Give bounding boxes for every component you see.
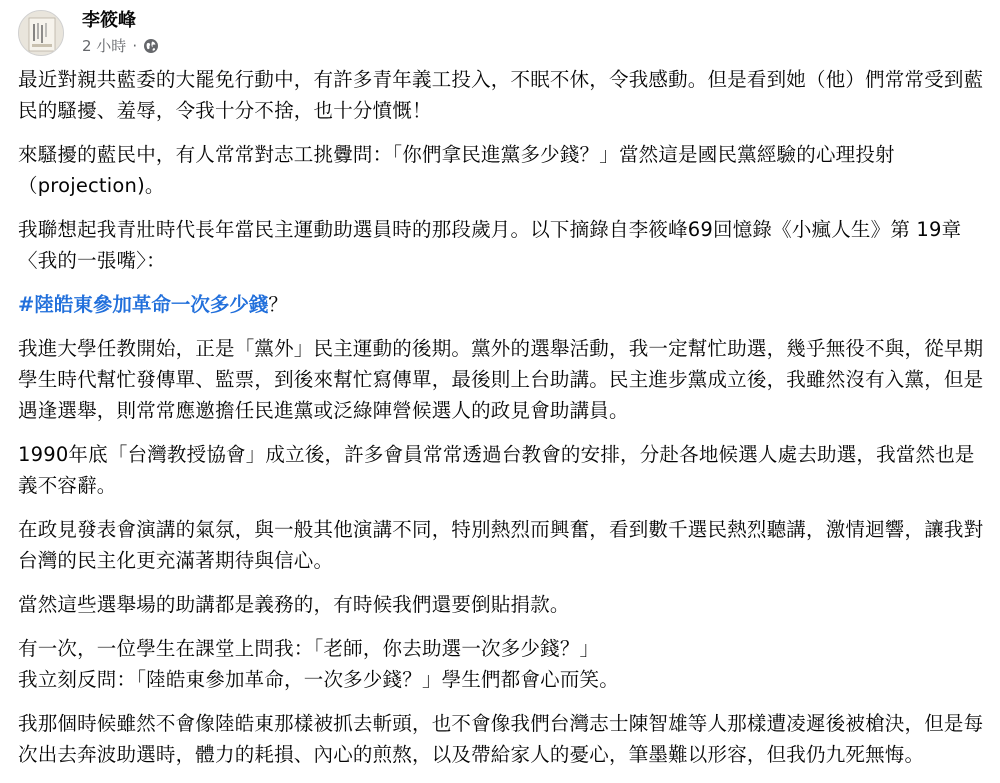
post-paragraph: 來騷擾的藍民中，有人常常對志工挑釁問：「你們拿民進黨多少錢？」當然這是國民黨經驗的心理投射（projection)。 [18,143,895,197]
post-paragraph: 有一次，一位學生在課堂上問我：「老師，你去助選一次多少錢？」 我立刻反問：「陸皓東參加革命，一次多少錢？」學生們都會心而笑。 [18,637,619,691]
hashtag-link[interactable]: #陸皓東參加革命一次多少錢 [18,293,269,316]
post-timestamp[interactable]: 2 小時 [82,37,127,55]
post-paragraph: 我聯想起我青壯時代長年當民主運動助選員時的那段歲月。以下摘錄自李筱峰69回憶錄《小瘋人生》第 19章〈我的一張嘴〉： [18,218,962,272]
hashtag-suffix: ？ [268,293,288,316]
post-paragraph: 當然這些選舉場的助講都是義務的，有時候我們還要倒貼捐款。 [18,593,570,616]
post-body [18,64,984,783]
post-paragraph: 我進大學任教開始，正是「黨外」民主運動的後期。黨外的選舉活動，我一定幫忙助選，幾乎無役不與，從早期學生時代幫忙發傳單、監票，到後來幫忙寫傳單，最後則上台助講。民主進步黨成立後，我雖然沒有入黨，但是遇逢選舉，則常常應邀擔任民進黨或泛綠陣營候選人的政見會助講員。 [18,337,984,422]
author-name[interactable]: 李筱峰 [82,10,136,31]
meta-separator: · [132,37,138,55]
author-block [82,9,159,57]
post-paragraph: 最近對親共藍委的大罷免行動中，有許多青年義工投入，不眠不休，令我感動。但是看到她（他）們常常受到藍民的騷擾、羞辱，令我十分不捨，也十分憤慨！ [18,68,984,122]
book-cover-icon [19,11,64,56]
hashtag-line [18,289,984,320]
post-paragraph: 在政見發表會演講的氣氛，與一般其他演講不同，特別熱烈而興奮，看到數千選民熱烈聽講，激情迴響，讓我對台灣的民主化更充滿著期待與信心。 [18,518,984,572]
post-paragraph: 我那個時候雖然不會像陸皓東那樣被抓去斬頭，也不會像我們台灣志士陳智雄等人那樣遭凌遲後被槍決，但是每次出去奔波助選時，體力的耗損、內心的煎熬，以及帶給家人的憂心，筆墨難以形容，但我仍九死無悔。 [18,712,984,766]
avatar[interactable] [18,10,64,56]
post-paragraph: 1990年底「台灣教授協會」成立後，許多會員常常透過台教會的安排，分赴各地候選人處去助選，我當然也是義不容辭。 [18,443,975,497]
post-header [18,4,159,62]
post-meta [82,35,159,57]
globe-icon[interactable] [143,38,159,54]
